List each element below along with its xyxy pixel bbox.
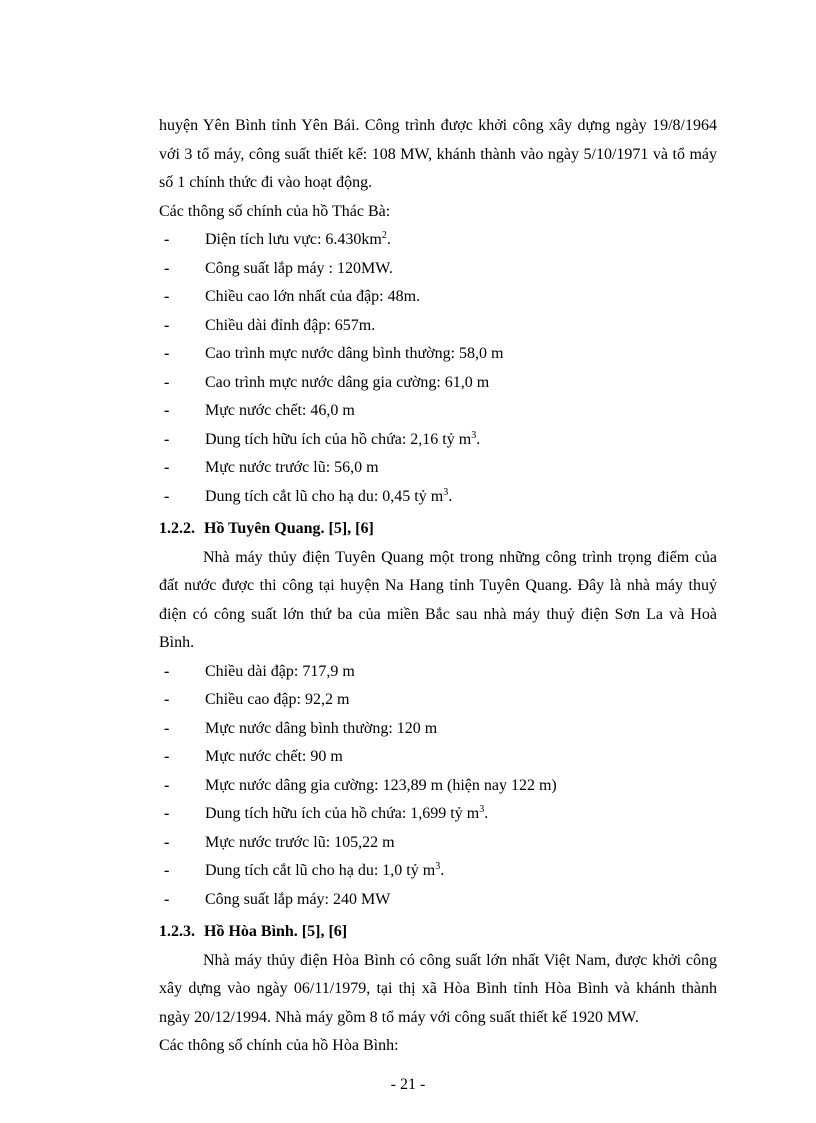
section-number: 1.2.3.	[159, 923, 195, 940]
bullet-dash: -	[164, 402, 170, 419]
tuyen-quang-params-list	[159, 658, 717, 915]
list-item	[159, 283, 717, 312]
list-item	[159, 857, 717, 886]
list-item	[159, 397, 717, 426]
list-item-tail: .	[440, 862, 445, 879]
intro-paragraph: huyện Yên Bình tỉnh Yên Bái. Công trình được khởi công xây dựng ngày 19/8/1964 với 3 tổ máy, công suất thiết kế: 108 MW, khánh thành vào ngày 5/10/1971 và tổ máy số 1 chính thức đi vào hoạt động.	[159, 117, 717, 191]
list-item-tail: .	[476, 430, 481, 448]
bullet-dash: -	[164, 805, 170, 822]
list-item	[159, 312, 717, 341]
list-item	[159, 686, 717, 715]
bullet-dash: -	[164, 231, 170, 248]
page-number: - 21 -	[390, 1076, 426, 1093]
bullet-dash: -	[164, 430, 170, 448]
list-item-text: Dung tích cắt lũ cho hạ du: 1,0 tỷ m	[205, 862, 436, 879]
list-item	[159, 454, 717, 483]
list-item-text: Diện tích lưu vực: 6.430km	[205, 231, 382, 248]
list-item	[159, 255, 717, 284]
list-item-text: Chiều cao đập: 92,2 m	[205, 691, 350, 708]
list-item-tail: .	[484, 805, 489, 822]
tuyen-quang-paragraph: Nhà máy thủy điện Tuyên Quang một trong những công trình trọng điểm của đất nước được thi công tại huyện Na Hang tỉnh Tuyên Quang. Đây là nhà máy thuỷ điện có công suất lớn thứ ba của miền Bắc sau nhà máy thuỷ điện Sơn La và Hoà Bình.	[159, 548, 717, 651]
bullet-dash: -	[164, 345, 170, 362]
section-heading-tuyen-quang	[159, 515, 717, 544]
bullet-dash: -	[164, 833, 170, 851]
list-item-text: Dung tích cắt lũ cho hạ du: 0,45 tỷ m	[205, 487, 444, 505]
list-item-text: Chiều cao lớn nhất của đập: 48m.	[205, 288, 421, 305]
list-item-text: Chiều dài đập: 717,9 m	[205, 662, 355, 680]
bullet-dash: -	[164, 719, 170, 737]
bullet-dash: -	[164, 662, 170, 680]
section-number: 1.2.2.	[159, 520, 195, 537]
bullet-dash: -	[164, 373, 170, 391]
list-item-tail: .	[448, 487, 453, 505]
section-title: Hồ Hòa Bình. [5], [6]	[204, 923, 348, 940]
list-item	[159, 340, 717, 369]
list-item	[159, 800, 717, 829]
thac-ba-params-title: Các thông số chính của hồ Thác Bà:	[159, 202, 391, 220]
list-item-text: Mực nước dâng gia cường: 123,89 m (hiện nay 122 m)	[205, 776, 557, 794]
list-item	[159, 886, 717, 915]
bullet-dash: -	[164, 459, 170, 476]
list-item	[159, 829, 717, 858]
list-item-text: Chiều dài đỉnh đập: 657m.	[205, 316, 376, 334]
list-item-text: Cao trình mực nước dâng bình thường: 58,0 m	[205, 345, 504, 362]
section-title: Hồ Tuyên Quang. [5], [6]	[204, 520, 374, 537]
list-item-text: Cao trình mực nước dâng gia cường: 61,0 m	[205, 373, 490, 391]
list-item	[159, 226, 717, 255]
superscript: 3	[471, 429, 477, 441]
list-item	[159, 658, 717, 687]
bullet-dash: -	[164, 890, 170, 908]
list-item-text: Công suất lắp máy: 240 MW	[205, 890, 391, 908]
document-page	[159, 112, 717, 1061]
bullet-dash: -	[164, 259, 170, 277]
superscript: 3	[435, 861, 441, 872]
bullet-dash: -	[164, 288, 170, 305]
bullet-dash: -	[164, 691, 170, 708]
list-item-text: Mực nước dâng bình thường: 120 m	[205, 719, 438, 737]
list-item-text: Mực nước trước lũ: 56,0 m	[205, 459, 379, 476]
superscript: 3	[479, 804, 485, 815]
list-item-tail: .	[386, 231, 391, 248]
list-item	[159, 426, 717, 455]
list-item-text: Mực nước chết: 46,0 m	[205, 402, 355, 419]
list-item-text: Mực nước chết: 90 m	[205, 748, 343, 765]
bullet-dash: -	[164, 862, 170, 879]
list-item	[159, 743, 717, 772]
list-item-text: Công suất lắp máy : 120MW.	[205, 259, 393, 277]
section-heading-hoa-binh	[159, 918, 717, 947]
list-item	[159, 369, 717, 398]
list-item	[159, 715, 717, 744]
superscript: 2	[381, 230, 387, 241]
superscript: 3	[443, 486, 449, 498]
hoa-binh-paragraph: Nhà máy thủy điện Hòa Bình có công suất lớn nhất Việt Nam, được khởi công xây dựng vào ngày 06/11/1979, tại thị xã Hòa Bình tỉnh Hòa Bình và khánh thành ngày 20/12/1994. Nhà máy gồm 8 tổ máy với công suất thiết kế 1920 MW.	[159, 951, 717, 1026]
list-item-text: Dung tích hữu ích của hồ chứa: 1,699 tỷ m	[205, 805, 480, 822]
list-item	[159, 483, 717, 512]
bullet-dash: -	[164, 776, 170, 794]
thac-ba-params-list	[159, 226, 717, 511]
list-item	[159, 772, 717, 801]
list-item-text: Mực nước trước lũ: 105,22 m	[205, 833, 395, 851]
hoa-binh-params-title: Các thông số chính của hồ Hòa Bình:	[159, 1037, 399, 1054]
list-item-text: Dung tích hữu ích của hồ chứa: 2,16 tỷ m	[205, 430, 472, 448]
bullet-dash: -	[164, 748, 170, 765]
bullet-dash: -	[164, 487, 170, 505]
bullet-dash: -	[164, 316, 170, 334]
